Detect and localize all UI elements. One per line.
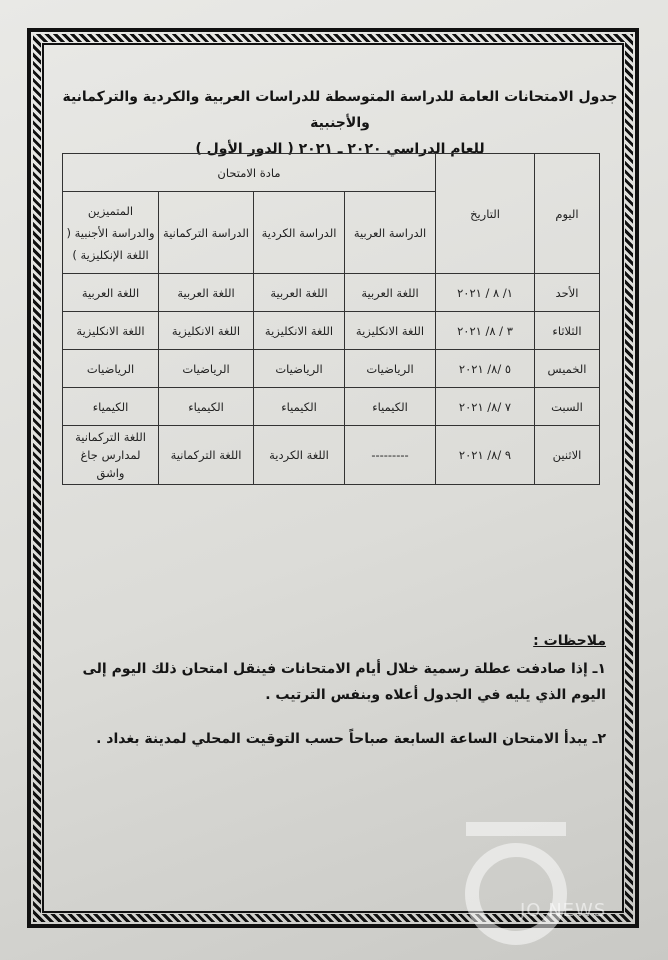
cell-date: ٩ /٨/ ٢٠٢١ (436, 426, 535, 485)
cell-arabic: --------- (345, 426, 436, 485)
cell-gifted: الكيمياء (63, 388, 159, 426)
cell-kurdish: اللغة الكردية (254, 426, 345, 485)
notes-section (66, 628, 606, 770)
cell-kurdish: الرياضيات (254, 350, 345, 388)
header-subject-group: مادة الامتحان (63, 154, 436, 192)
cell-turkmen: اللغة العربية (159, 274, 254, 312)
header-turkmen-study: الدراسة التركمانية (159, 192, 254, 274)
title-line-1: جدول الامتحانات العامة للدراسة المتوسطة للدراسات العربية والكردية والتركمانية والأجنبية (62, 89, 618, 131)
title-line-2: للعام الدراسي ٢٠٢٠ ـ ٢٠٢١ ( الدور الأول ) (195, 141, 485, 157)
header-arabic-study: الدراسة العربية (345, 192, 436, 274)
cell-day: السبت (535, 388, 600, 426)
cell-kurdish: الكيمياء (254, 388, 345, 426)
header-date: التاريخ (436, 154, 535, 274)
cell-kurdish: اللغة الانكليزية (254, 312, 345, 350)
note-item: ٢ـ يبدأ الامتحان الساعة السابعة صباحاً حسب التوقيت المحلي لمدينة بغداد . (96, 731, 606, 747)
cell-day: الاثنين (535, 426, 600, 485)
cell-gifted: اللغة التركمانية لمدارس جاغ واشق (63, 426, 159, 485)
table-row (63, 388, 600, 426)
header-gifted-foreign-study: المتميزين والدراسة الأجنبية ( اللغة الإنكليزية ) (63, 192, 159, 274)
header-kurdish-study: الدراسة الكردية (254, 192, 345, 274)
document-title (60, 84, 620, 162)
cell-arabic: اللغة العربية (345, 274, 436, 312)
cell-turkmen: الرياضيات (159, 350, 254, 388)
cell-gifted: اللغة العربية (63, 274, 159, 312)
cell-arabic: الرياضيات (345, 350, 436, 388)
table-row (63, 426, 600, 485)
watermark-text: JO NEWS (520, 900, 607, 921)
cell-day: الخميس (535, 350, 600, 388)
cell-turkmen: اللغة الانكليزية (159, 312, 254, 350)
cell-date: ١/ ٨ / ٢٠٢١ (436, 274, 535, 312)
notes-heading: ملاحظات : (533, 633, 606, 649)
note-item: ١ـ إذا صادفت عطلة رسمية خلال أيام الامتحانات فينقل امتحان ذلك اليوم إلى اليوم الذي يليه في الجدول أعلاه وبنفس الترتيب . (82, 661, 606, 703)
cell-arabic: الكيمياء (345, 388, 436, 426)
jo-news-logo-icon (446, 812, 586, 952)
cell-date: ٣ / ٨/ ٢٠٢١ (436, 312, 535, 350)
table-header-row (63, 154, 600, 192)
exam-schedule-table (62, 153, 600, 485)
cell-date: ٥ /٨/ ٢٠٢١ (436, 350, 535, 388)
header-day: اليوم (535, 154, 600, 274)
table-row (63, 350, 600, 388)
cell-day: الثلاثاء (535, 312, 600, 350)
cell-gifted: الرياضيات (63, 350, 159, 388)
cell-gifted: اللغة الانكليزية (63, 312, 159, 350)
cell-turkmen: اللغة التركمانية (159, 426, 254, 485)
cell-day: الأحد (535, 274, 600, 312)
cell-arabic: اللغة الانكليزية (345, 312, 436, 350)
table-row (63, 274, 600, 312)
cell-turkmen: الكيمياء (159, 388, 254, 426)
cell-date: ٧ /٨/ ٢٠٢١ (436, 388, 535, 426)
cell-kurdish: اللغة العربية (254, 274, 345, 312)
table-row (63, 312, 600, 350)
